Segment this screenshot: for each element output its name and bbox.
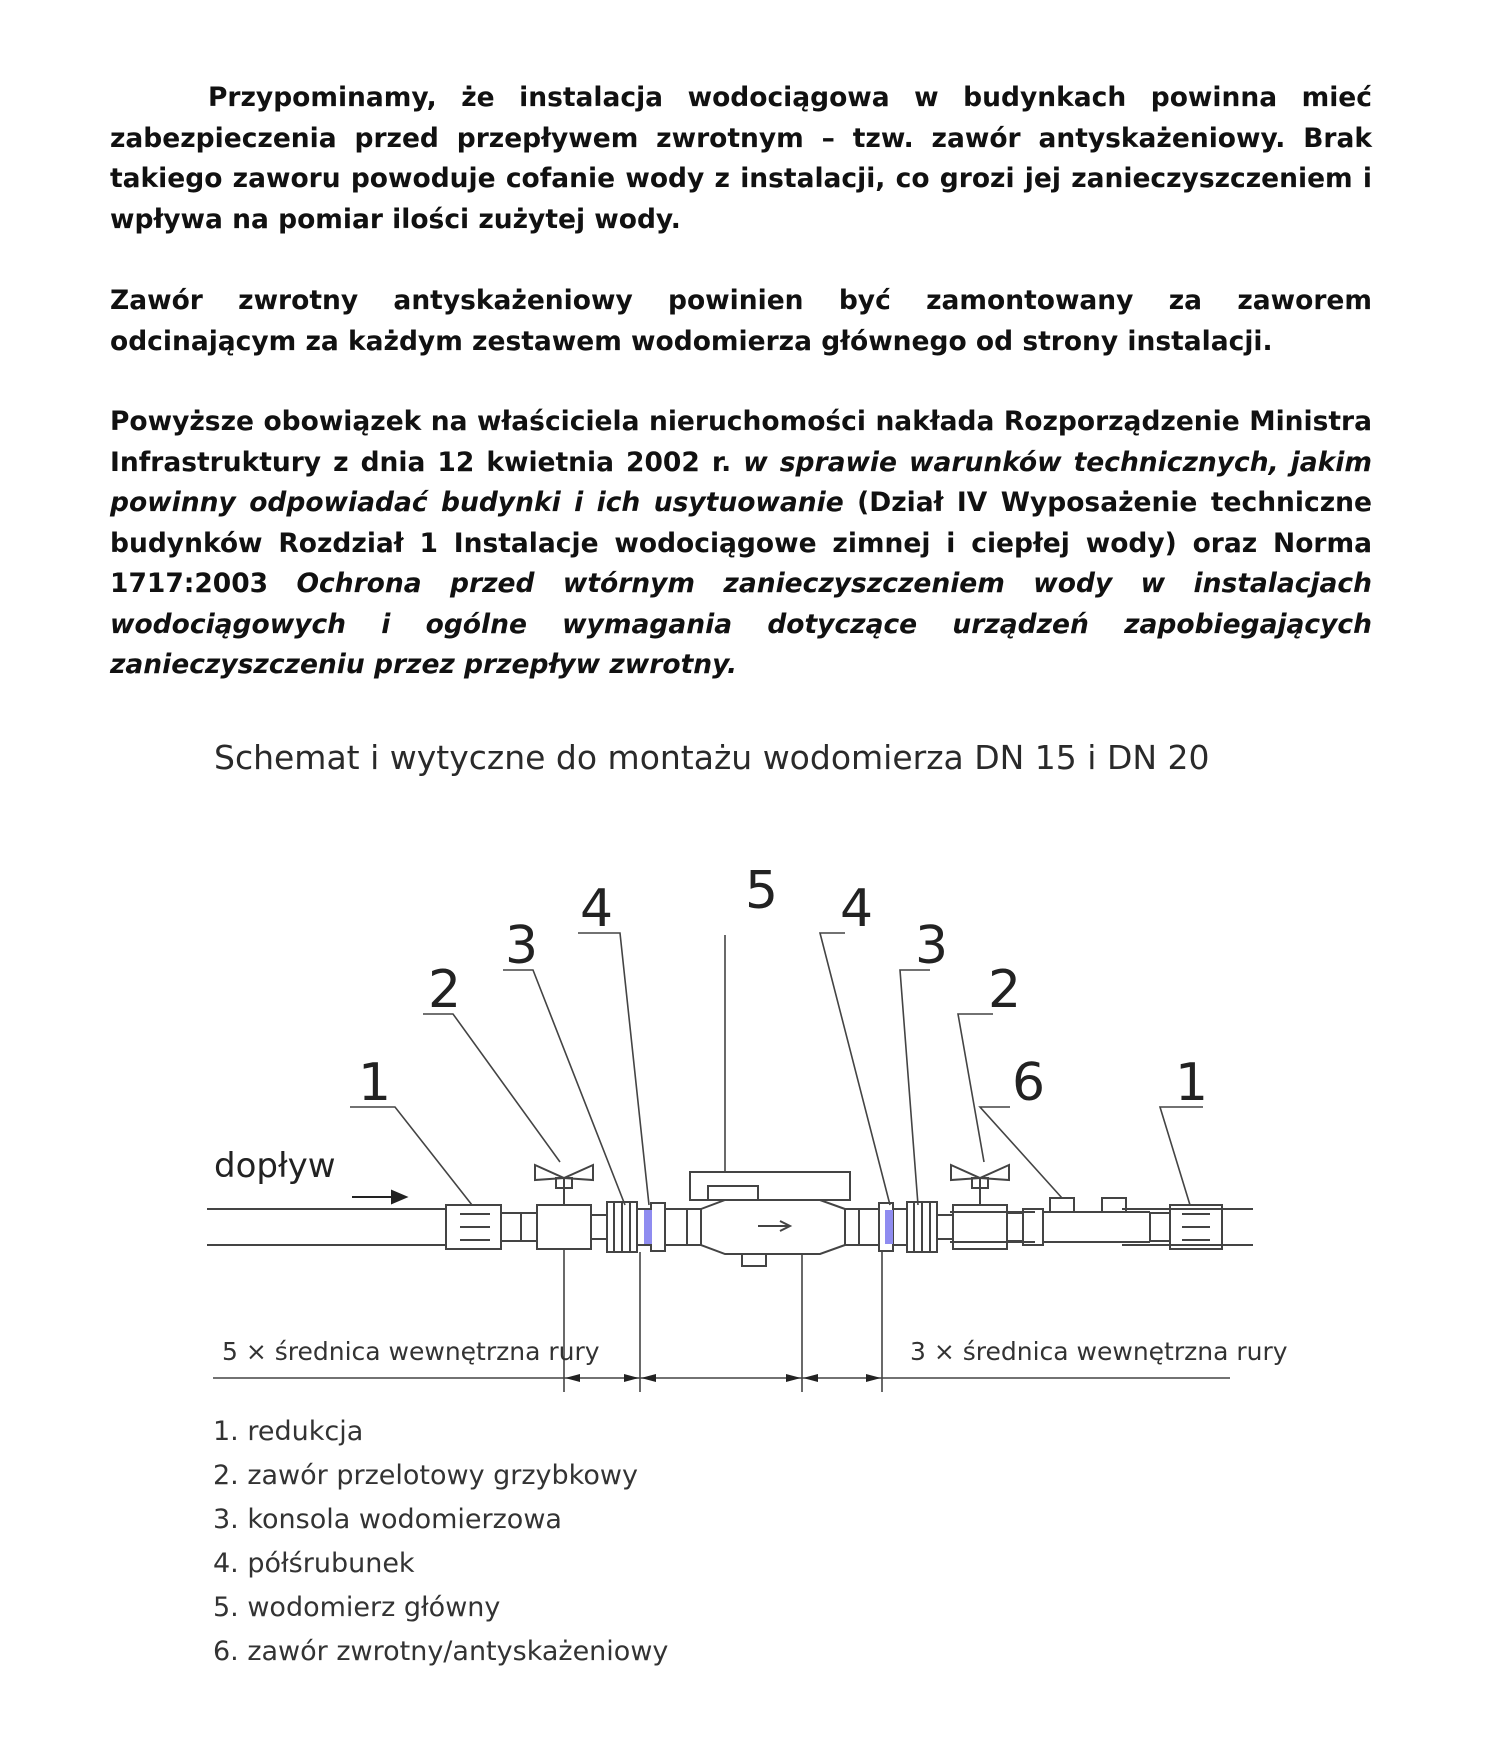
callout-reduction-right: 1 (1175, 1053, 1209, 1113)
callout-valve-left: 2 (428, 960, 462, 1020)
regulation-text: Powyższe obowiązek na właściciela nieruchomości nakłada Rozporządzenie Ministra Infrastruktury z dnia 12 kwietnia 2002 r. (110, 406, 1372, 478)
console-right (893, 1202, 937, 1252)
leader-lines (350, 933, 1203, 1205)
callout-check-valve: 6 (1012, 1053, 1046, 1113)
dimension-label-left: 5 × średnica wewnętrzna rury (222, 1337, 600, 1366)
callout-console-left: 3 (505, 916, 539, 976)
legend-item: 3. konsola wodomierzowa (213, 1504, 562, 1535)
legend-item: 2. zawór przelotowy grzybkowy (213, 1460, 638, 1491)
inflow-label: dopływ (214, 1146, 336, 1186)
callout-half-union-right: 4 (840, 879, 874, 939)
callout-water-meter: 5 (745, 861, 779, 921)
reduction-right (1150, 1205, 1222, 1249)
legend-item: 1. redukcja (213, 1416, 364, 1447)
half-union-left (651, 1203, 687, 1251)
gasket-left (644, 1210, 652, 1244)
reduction-left (446, 1205, 521, 1249)
legend-item: 5. wodomierz główny (213, 1592, 501, 1623)
standard-title: Ochrona przed wtórnym zanieczyszczeniem wody w instalacjach wodociągowych i ogólne wymagania dotyczące urządzeń zapobiegających zanieczyszczeniu przez przepływ zwrotny. (110, 568, 1372, 680)
valve-left (521, 1165, 607, 1249)
diagram-title: Schemat i wytyczne do montażu wodomierza DN 15 i DN 20 (214, 738, 1210, 777)
diagram-legend (213, 1410, 668, 1674)
callout-valve-right: 2 (988, 960, 1022, 1020)
callout-console-right: 3 (915, 916, 949, 976)
callout-reduction-left: 1 (358, 1053, 392, 1113)
paragraph-text: Przypominamy, że instalacja wodociągowa w budynkach powinna mieć zabezpieczenia przed przepływem zwrotnym – tzw. zawór antyskażeniowy. Brak takiego zaworu powoduje cofanie wody z instalacji, co grozi jej zanieczyszczeniem i wpływa na pomiar ilości zużytej wody. (110, 82, 1372, 235)
gasket-right (885, 1210, 893, 1244)
check-valve (1023, 1198, 1150, 1245)
callout-half-union-left: 4 (580, 879, 614, 939)
regulation-text: (Dział IV Wyposażenie techniczne budynków Rozdział 1 Instalacje wodociągowe zimnej i ciepłej wody) oraz Norma 1717:2003 (110, 487, 1372, 599)
dimension-lines (213, 1249, 1230, 1392)
dimension-label-right: 3 × średnica wewnętrzna rury (910, 1337, 1288, 1366)
water-meter-body (687, 1172, 859, 1266)
legend-item: 4. półśrubunek (213, 1548, 415, 1579)
regulation-title: w sprawie warunków technicznych, jakim powinny odpowiadać budynki i ich usytuowanie (110, 446, 1372, 518)
valve-right (937, 1165, 1023, 1249)
inflow-arrow-icon (352, 1191, 406, 1203)
paragraph-text: Zawór zwrotny antyskażeniowy powinien być zamontowany za zaworem odcinającym za każdym zestawem wodomierza głównego od strony instalacji. (110, 285, 1372, 357)
legend-item: 6. zawór zwrotny/antyskażeniowy (213, 1636, 669, 1667)
